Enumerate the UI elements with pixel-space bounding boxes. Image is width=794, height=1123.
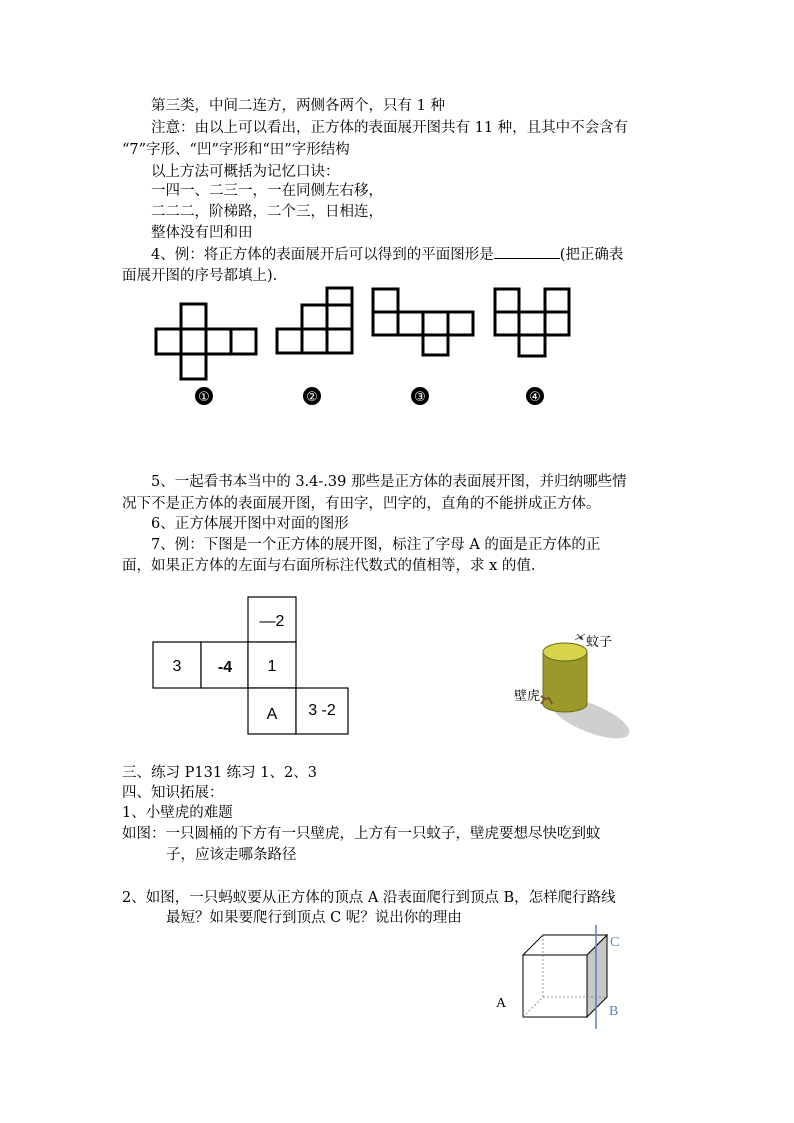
expression-net-figure — [150, 595, 390, 745]
text-line: 整体没有凹和田 — [151, 225, 253, 241]
mosquito-label: 蚊子 — [586, 635, 613, 650]
net-text-left1: 3 — [172, 658, 182, 675]
answer-blank[interactable] — [494, 244, 560, 259]
mosquito-icon — [575, 634, 585, 640]
text-line: 6、正方体展开图中对面的图形 — [151, 516, 349, 532]
net-text-bottom: A — [266, 706, 278, 723]
vertex-label-c: C — [610, 935, 620, 950]
net-label-1 — [195, 387, 213, 405]
text-segment: 4、例：将正方体的表面展开后可以得到的平面图形是 — [151, 247, 494, 263]
text-line: 最短？如果要爬行到顶点 C 呢？说出你的理由 — [166, 910, 462, 926]
cylinder-top — [543, 643, 587, 661]
text-line: “7”字形、“凹”字形和“田”字形结构 — [122, 142, 350, 158]
text-line: 二二二，阶梯路，二个三，日相连， — [151, 204, 383, 220]
vertex-label-b: B — [609, 1004, 619, 1019]
text-line: 面展开图的序号都填上). — [122, 268, 278, 284]
text-line: 以上方法可概括为记忆口诀： — [151, 164, 340, 180]
text-line — [151, 244, 623, 265]
gecko-label: 壁虎 — [514, 689, 541, 704]
net-label-4 — [526, 387, 544, 405]
text-line: 一四一、二三一，一在同侧左右移， — [151, 183, 383, 199]
text-segment: (把正确表 — [559, 247, 624, 263]
text-line: 子，应该走哪条路径 — [166, 847, 297, 863]
net-2 — [277, 288, 352, 353]
text-line: 7、例：下图是一个正方体的展开图，标注了字母 A 的面是正方体的正 — [151, 537, 601, 553]
cube-nets-figure — [0, 280, 794, 440]
text-line: 四、知识拓展： — [122, 785, 224, 801]
text-line: 况下不是正方体的表面展开图，有田字，凹字的，直角的不能拼成正方体。 — [122, 496, 601, 512]
text-line: 如图：一只圆桶的下方有一只壁虎，上方有一只蚊子，壁虎要想尽快吃到蚊 — [122, 826, 601, 842]
text-line: 1、小壁虎的难题 — [122, 805, 233, 821]
net-text-top: —2 — [259, 613, 285, 630]
net-text-left2: -4 — [217, 659, 233, 676]
text-line: 面，如果正方体的左面与右面所标注代数式的值相等，求 x 的值. — [122, 558, 536, 574]
text-line: 注意：由以上可以看出，正方体的表面展开图共有 11 种，且其中不会含有 — [151, 120, 629, 136]
cube-figure — [490, 925, 650, 1045]
net-text-center: 1 — [267, 658, 277, 675]
text-line: 三、练习 P131 练习 1、2、3 — [122, 765, 317, 781]
net-label-text: ② — [306, 390, 318, 405]
net-label-text: ④ — [529, 390, 541, 405]
net-label-text: ③ — [414, 390, 426, 405]
net-4 — [495, 289, 569, 356]
text-line: 第三类，中间二连方，两侧各两个，只有 1 种 — [151, 98, 445, 114]
net-label-3 — [411, 387, 429, 405]
vertex-label-a: A — [496, 996, 507, 1011]
net-text-right: 3 -2 — [308, 702, 336, 719]
cylinder-figure — [505, 622, 655, 752]
text-line: 5、一起看书本当中的 3.4-.39 那些是正方体的表面展开图，并归纳哪些情 — [151, 474, 627, 490]
net-label-2 — [303, 387, 321, 405]
net-3 — [373, 289, 473, 355]
text-line: 2、如图，一只蚂蚁要从正方体的顶点 A 沿表面爬行到顶点 B，怎样爬行路线 — [122, 890, 616, 906]
net-label-text: ① — [198, 390, 210, 405]
net-1 — [156, 304, 256, 379]
